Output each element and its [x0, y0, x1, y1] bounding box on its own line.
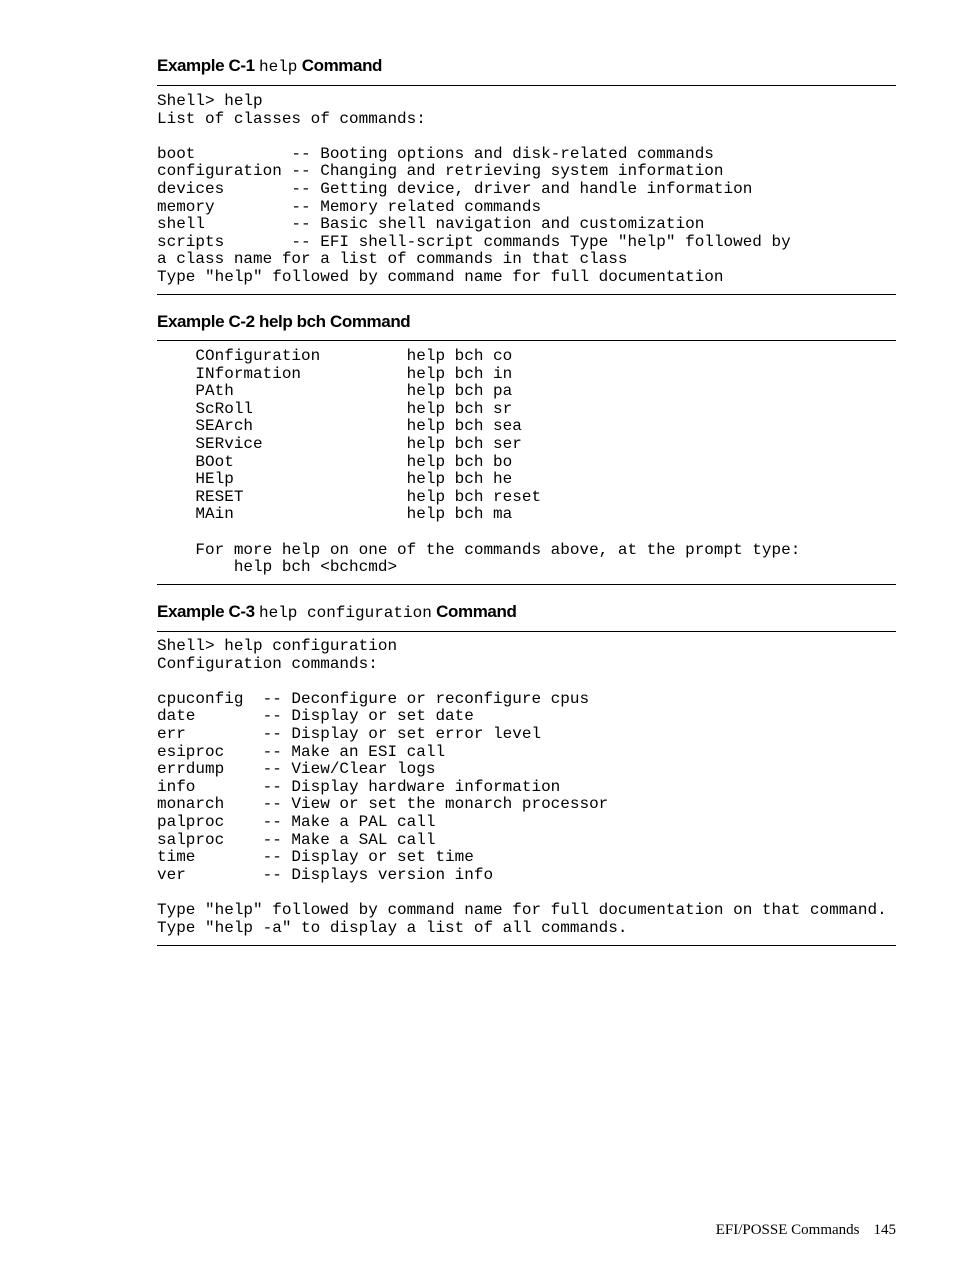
example-c2-top-rule: [157, 340, 896, 341]
example-c3-heading: [157, 602, 516, 623]
page-footer: [716, 1222, 896, 1239]
example-c1-top-rule: [157, 85, 896, 86]
example-c1-heading: [157, 56, 382, 77]
example-c2-bottom-rule: [157, 584, 896, 585]
example-c1-suffix: Command: [301, 56, 383, 75]
example-c3-code: Shell> help configuration Configuration commands: cpuconfig -- Deconfigure or reconfigure cpus date -- Display or set date err -- Display or set error level esiproc -- Make an ESI call errdump -- View/Clear logs info -- Display hardware information monarch -- View or set the monarch processor palproc -- Make a PAL call salproc -- Make a SAL call time -- Display or set time ver -- Displays version info Type "help" followed by command name for full documentation on that command. Type "help -a" to display a list of all commands.: [157, 637, 887, 937]
example-c2-code: COnfiguration help bch co INformation help bch in PAth help bch pa ScRoll help bch sr SEArch help bch sea SERvice help bch ser BOot help bch bo HElp help bch he RESET help bch reset MAin help bch ma For more help on one of the commands above, at the prompt type: help bch <bchcmd>: [195, 347, 801, 577]
example-c1-code: Shell> help List of classes of commands: boot -- Booting options and disk-related commands configuration -- Changing and retrieving system information devices -- Getting device, driver and handle information memory -- Memory related commands shell -- Basic shell navigation and customization scripts -- EFI shell-script commands Type "help" followed by a class name for a list of commands in that class Type "help" followed by command name for full documentation: [157, 92, 791, 286]
example-c3-label: Example C-3: [157, 602, 255, 621]
example-c3-bottom-rule: [157, 945, 896, 946]
example-c2-heading: [157, 312, 410, 332]
page-number: 145: [873, 1222, 896, 1238]
example-c3-suffix: Command: [436, 602, 517, 621]
example-c3-command: help configuration: [258, 604, 432, 622]
example-c2-label: Example C-2 help bch Command: [157, 312, 411, 331]
example-c1-label: Example C-1: [157, 56, 255, 75]
example-c3-top-rule: [157, 631, 896, 632]
example-c1-bottom-rule: [157, 294, 896, 295]
example-c1-command: help: [258, 58, 298, 76]
footer-section-title: EFI/POSSE Commands: [715, 1222, 860, 1238]
